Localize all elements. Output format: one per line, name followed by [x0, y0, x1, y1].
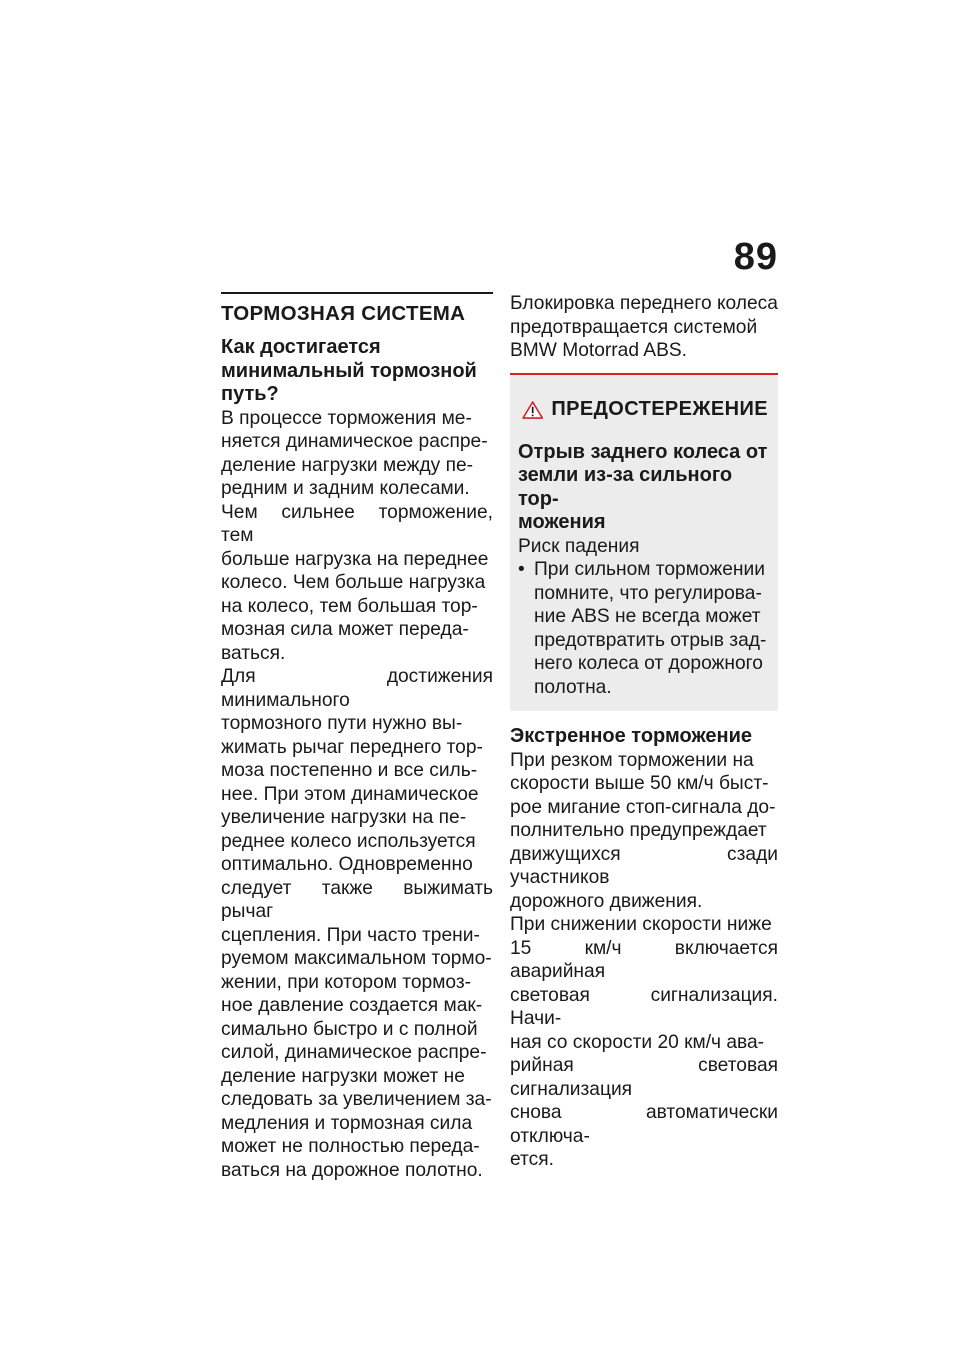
warning-triangle-icon	[522, 393, 543, 427]
warning-box	[510, 375, 778, 712]
bullet-mark: •	[518, 559, 525, 580]
warning-risk: Риск падения	[518, 535, 640, 557]
warning-title: ПРЕДОСТЕРЕЖЕНИЕ	[551, 398, 768, 420]
warning-bullet	[518, 558, 768, 699]
subheading-emergency-braking: Экстренное торможение	[510, 725, 753, 747]
paragraph-brake-light-flashing: При резком торможении на скорости выше 50 км/ч быст- рое мигание стоп-сигнала до- полнительно предупреждает движущихся сзади участников дорожного движения.	[510, 749, 778, 912]
right-column	[510, 292, 778, 1172]
paragraph-min-braking-technique: Для достижения минимального тормозного пути нужно вы- жимать рычаг переднего тор- моза постепенно и все силь- нее. При этом динамическое увеличение нагрузки на пе- реднее колесо используется оптимально. Одновременно следует также выжимать рычаг сцепления. При часто трени- руемом максимальном тормо- жении, при котором тормоз- ное давление создается мак- симально быстро и с полной силой, динамическое распре- деление нагрузки может не следовать за увеличением за- медления и тормозная сила может не полностью переда- ваться на дорожное полотно.	[221, 666, 493, 1181]
warning-heading: Отрыв заднего колеса от земли из-за сильного тор- можения	[518, 440, 768, 533]
warning-header	[518, 393, 768, 427]
left-column	[221, 292, 493, 1182]
warning-bullet-text: При сильном торможении помните, что регулирова- ние ABS не всегда может предотвратить отрыв зад- него колеса от дорожного полотна.	[534, 559, 767, 698]
paragraph-hazard-lights: При снижении скорости ниже 15 км/ч включается аварийная световая сигнализация. Начи- ная со скорости 20 км/ч ава- рийная световая сигнализация снова автоматически отключа- ется.	[510, 914, 778, 1170]
paragraph-load-distribution: В процессе торможения ме- няется динамическое распре- деление нагрузки между пе- редним и задним колесами. Чем сильнее торможение, тем больше нагрузка на переднее колесо. Чем больше нагрузка на колесо, тем большая тор- мозная сила может переда- ваться.	[221, 407, 493, 664]
paragraph-abs-intro: Блокировка переднего колеса предотвращается системой BMW Motorrad ABS.	[510, 293, 778, 361]
subheading-min-braking-distance: Как достигается минимальный тормозной путь?	[221, 336, 477, 405]
section-title: ТОРМОЗНАЯ СИСТЕМА	[221, 302, 466, 325]
page-number: 89	[733, 236, 778, 278]
section-rule	[221, 292, 493, 294]
